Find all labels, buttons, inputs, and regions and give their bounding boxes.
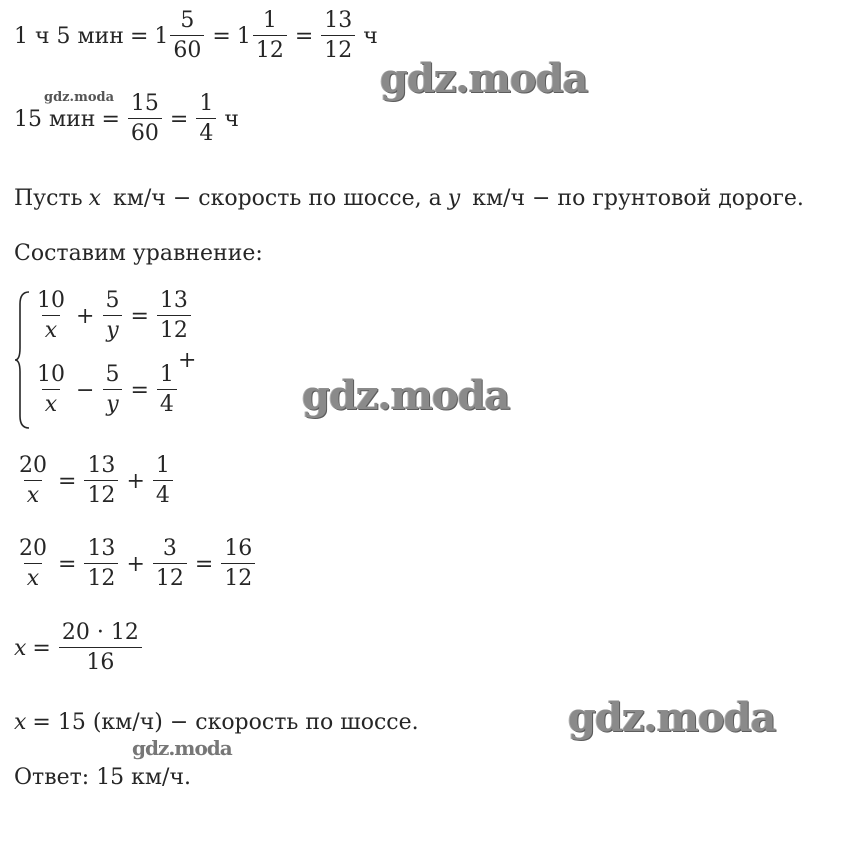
lhs-text: 15 мин	[14, 106, 96, 132]
equation-1: $\frac{20}{x}$ = $\frac{13}{12}$ + $\frac{1}{4}$	[14, 455, 175, 507]
equation-2: $\frac{20}{x}$ = $\frac{13}{12}$ + $\frac{3}{12}$ = $\frac{16}{12}$	[14, 538, 257, 590]
fraction: $\frac{5}{60}$	[170, 10, 204, 62]
plus-sign: +	[178, 348, 197, 373]
fraction: $\frac{13}{12}$	[321, 10, 355, 62]
watermark-logo: gdz.moda	[132, 736, 232, 760]
text-segment: км/ч − скорость по шоссе, а	[113, 186, 442, 211]
equals-sign: =	[129, 23, 149, 49]
text-segment: Пусть	[14, 186, 83, 211]
var-x: x	[88, 186, 102, 211]
system-row-1: $\frac{10}{x}$ + $\frac{5}{y}$ = $\frac{13}{12}$	[32, 290, 193, 342]
equation-4: x = 15 (км/ч) − скорость по шоссе.	[14, 710, 419, 735]
line-let-definition	[14, 186, 804, 211]
equation-3: x = $\frac{20 \cdot 12}{16}$	[14, 622, 144, 674]
whole-part: 1	[154, 23, 169, 49]
unit: ч	[224, 106, 239, 132]
equals-sign: =	[169, 106, 189, 132]
equals-sign: =	[294, 23, 314, 49]
line-time-conversion-1	[14, 10, 378, 62]
fraction: $\frac{15}{60}$	[128, 93, 162, 145]
fraction: $\frac{1}{4}$	[196, 93, 216, 145]
watermark-logo: gdz.moda	[568, 694, 776, 741]
watermark-logo: gdz.moda	[380, 55, 588, 102]
line-compose-equation	[14, 241, 263, 266]
system-row-2: $\frac{10}{x}$ − $\frac{5}{y}$ = $\frac{1}{4}$	[32, 364, 179, 416]
watermark-logo: gdz.moda	[302, 372, 510, 419]
unit: ч	[363, 23, 378, 49]
answer-line: Ответ: 15 км/ч.	[14, 765, 191, 790]
equals-sign: =	[101, 106, 120, 132]
text-segment: Составим уравнение:	[14, 241, 263, 266]
watermark-logo: gdz.moda	[44, 90, 115, 105]
var-y: y	[447, 186, 461, 211]
fraction: $\frac{1}{12}$	[253, 10, 287, 62]
text-segment: км/ч − по грунтовой дороге.	[472, 186, 804, 211]
equals-sign: =	[212, 23, 231, 49]
whole-part: 1	[236, 23, 251, 49]
lhs-text: 1 ч 5 мин	[14, 23, 124, 49]
brace-icon	[14, 290, 32, 430]
